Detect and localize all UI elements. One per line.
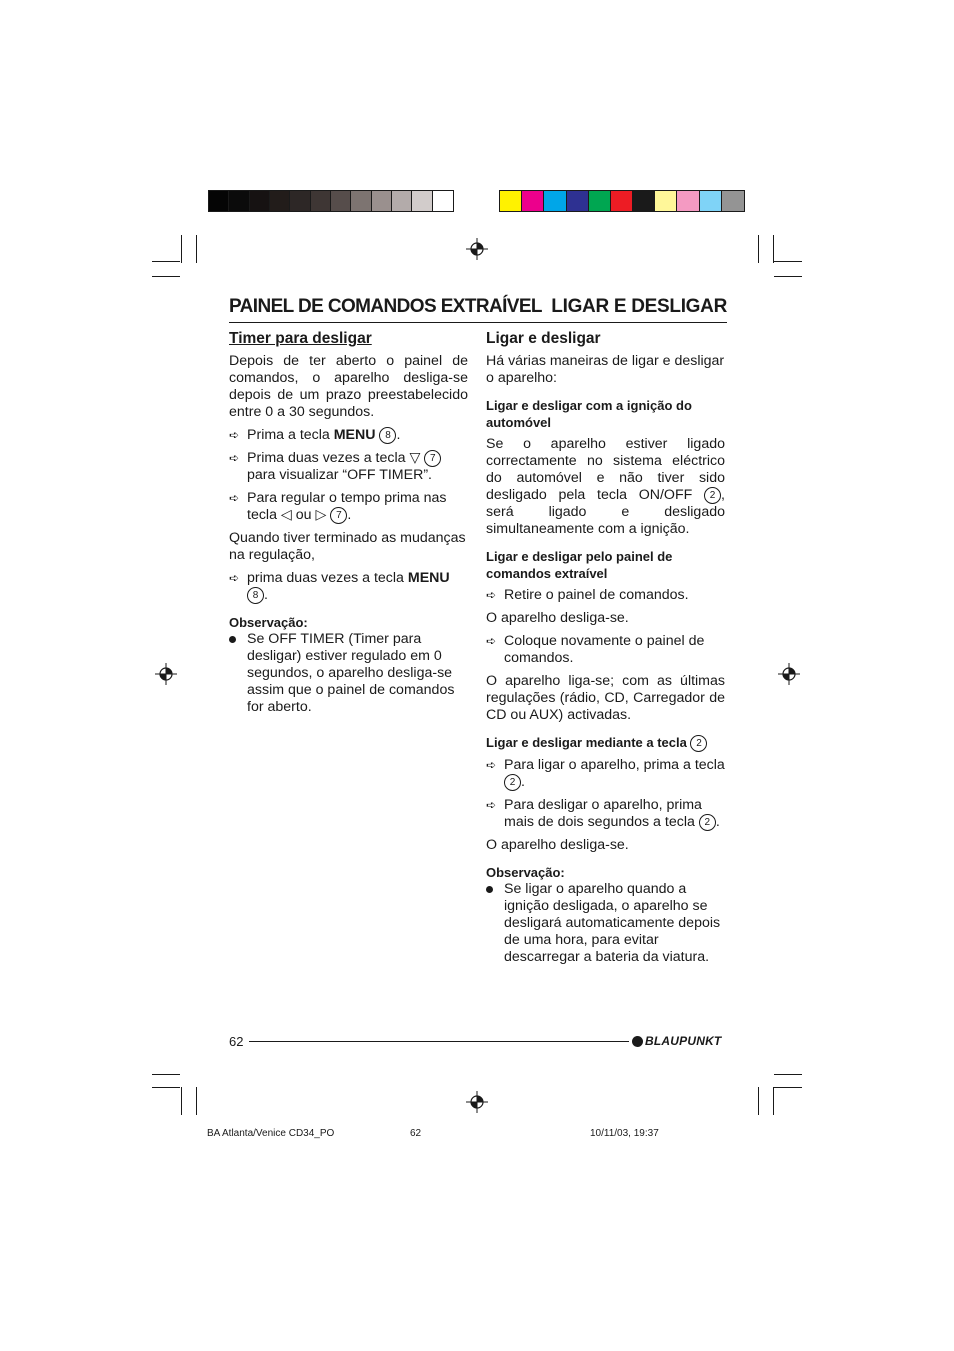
- grayscale-swatch: [229, 191, 249, 211]
- note-item: [229, 631, 468, 716]
- process-color-swatch: [722, 191, 744, 211]
- header-rule: [229, 322, 727, 323]
- subheading-panel: Ligar e desligar pelo painel de comandos extraível: [486, 549, 673, 581]
- process-color-swatch: [655, 191, 677, 211]
- process-color-swatch: [500, 191, 522, 211]
- result-text: O aparelho desliga-se.: [486, 837, 629, 853]
- footer-rule: [249, 1041, 629, 1042]
- step-arrow-icon: ➪: [486, 588, 497, 602]
- step-arrow-icon: ➪: [229, 451, 240, 465]
- grayscale-bar: [208, 190, 454, 212]
- menu-key-label: MENU: [407, 570, 450, 586]
- note-text: Se OFF TIMER (Timer para desligar) estiver regulado em 0 segundos, o aparelho desliga-se assim que o painel de comandos for aberto.: [247, 631, 455, 715]
- crop-mark: [773, 1087, 774, 1115]
- process-color-bar: [499, 190, 745, 212]
- crop-mark: [152, 1087, 180, 1088]
- note-item: [486, 881, 725, 966]
- crop-mark: [196, 235, 197, 263]
- key-number-icon: 2: [704, 487, 721, 504]
- step-arrow-icon: ➪: [486, 634, 497, 648]
- step-text: prima duas vezes a tecla: [247, 570, 408, 586]
- step-item: ➪ Para regular o tempo prima nas tecla ◁ ou ▷ 7 .: [229, 490, 447, 523]
- result-text: O aparelho desliga-se.: [486, 610, 629, 626]
- grayscale-swatch: [311, 191, 331, 211]
- key-number-icon: 2: [690, 735, 707, 752]
- step-item: ➪ prima duas vezes a tecla MENU 8 .: [229, 570, 450, 603]
- step-item: ➪ Para desligar o aparelho, prima mais de dois segundos a tecla 2 .: [486, 797, 720, 830]
- grayscale-swatch: [412, 191, 432, 211]
- process-color-swatch: [567, 191, 589, 211]
- subheading-ignition: Ligar e desligar com a ignição do automóvel: [486, 398, 692, 430]
- bullet-icon: [486, 886, 493, 893]
- timer-para: Quando tiver terminado as mudanças na regulação,: [229, 530, 466, 563]
- crop-mark: [758, 1087, 759, 1115]
- crop-mark: [152, 1074, 180, 1075]
- print-file: BA Atlanta/Venice CD34_PO: [207, 1128, 335, 1139]
- step-text: Retire o painel de comandos.: [504, 587, 689, 603]
- ignition-text: [486, 436, 725, 538]
- result-text: O aparelho liga-se; com as últimas regulações (rádio, CD, Carregador de CD ou AUX) activadas.: [486, 673, 725, 723]
- section-title-right: LIGAR E DESLIGAR: [551, 296, 727, 317]
- subheading-text: Ligar e desligar mediante a tecla: [486, 735, 687, 750]
- key-number-icon: 2: [699, 814, 716, 831]
- grayscale-swatch: [372, 191, 392, 211]
- key-number-icon: 8: [247, 587, 264, 604]
- step-text: Para ligar o aparelho, prima a tecla: [504, 757, 725, 773]
- crop-mark: [196, 1087, 197, 1115]
- crop-mark: [774, 276, 802, 277]
- step-text: Para desligar o aparelho, prima mais de dois segundos a tecla: [504, 797, 702, 830]
- grayscale-swatch: [209, 191, 229, 211]
- registration-mark-icon: [466, 238, 488, 260]
- grayscale-swatch: [331, 191, 351, 211]
- process-color-swatch: [700, 191, 722, 211]
- print-timestamp: 10/11/03, 19:37: [590, 1128, 659, 1139]
- paragraph-text: , será ligado e desligado simultaneamente com a ignição.: [486, 487, 725, 537]
- key-number-icon: 8: [379, 427, 396, 444]
- grayscale-swatch: [270, 191, 290, 211]
- step-text: Prima a tecla: [247, 427, 334, 443]
- crop-mark: [181, 1087, 182, 1115]
- key-number-icon: 7: [424, 450, 441, 467]
- process-color-swatch: [611, 191, 633, 211]
- grayscale-swatch: [290, 191, 310, 211]
- crop-mark: [774, 1074, 802, 1075]
- left-column: [229, 330, 468, 716]
- print-page: 62: [410, 1128, 422, 1139]
- crop-mark: [152, 261, 180, 262]
- crop-mark: [774, 261, 802, 262]
- step-item: [486, 587, 725, 604]
- brand-logo: [632, 1034, 721, 1048]
- grayscale-swatch: [250, 191, 270, 211]
- process-color-swatch: [677, 191, 699, 211]
- step-item: ➪ Prima a tecla MENU 8 .: [229, 427, 401, 443]
- note-label: Observação:: [229, 615, 308, 630]
- registration-mark-icon: [155, 663, 177, 685]
- logo-ball-icon: [632, 1036, 643, 1047]
- grayscale-swatch: [351, 191, 371, 211]
- grayscale-swatch: [433, 191, 453, 211]
- step-arrow-icon: ➪: [229, 571, 240, 585]
- bullet-icon: [229, 636, 236, 643]
- step-text: Para regular o tempo prima nas tecla ◁ ou ▷: [247, 490, 447, 523]
- crop-mark: [152, 276, 180, 277]
- process-color-swatch: [522, 191, 544, 211]
- crop-mark: [773, 235, 774, 263]
- step-arrow-icon: ➪: [486, 798, 497, 812]
- grayscale-swatch: [392, 191, 412, 211]
- subheading-key: [486, 734, 725, 752]
- crop-mark: [181, 235, 182, 263]
- step-arrow-icon: ➪: [229, 491, 240, 505]
- step-item: [486, 633, 725, 667]
- menu-key-label: MENU: [333, 427, 376, 443]
- step-arrow-icon: ➪: [229, 428, 240, 442]
- step-item: [229, 450, 468, 484]
- process-color-swatch: [544, 191, 566, 211]
- registration-mark-icon: [778, 663, 800, 685]
- process-color-swatch: [633, 191, 655, 211]
- section-title-left: PAINEL DE COMANDOS EXTRAÍVEL: [229, 296, 542, 317]
- step-item: ➪ Para ligar o aparelho, prima a tecla 2 .: [486, 757, 725, 790]
- timer-intro: Depois de ter aberto o painel de comandos, o aparelho desliga-se depois de um prazo preestabelecido entre 0 a 30 segundos.: [229, 353, 468, 420]
- note-label: Observação:: [486, 865, 565, 880]
- right-column: [486, 330, 725, 966]
- registration-mark-icon: [466, 1091, 488, 1113]
- page-number: 62: [229, 1034, 244, 1049]
- step-arrow-icon: ➪: [486, 758, 497, 772]
- brand-name: BLAUPUNKT: [645, 1034, 722, 1048]
- process-color-swatch: [589, 191, 611, 211]
- timer-heading: Timer para desligar: [229, 330, 372, 347]
- power-heading: Ligar e desligar: [486, 330, 601, 347]
- note-text: Se ligar o aparelho quando a ignição desligada, o aparelho se desligará automaticamente depois de uma hora, para evitar descarregar a bateria da viatura.: [504, 881, 721, 965]
- key-number-icon: 7: [330, 507, 347, 524]
- step-text: Coloque novamente o painel de comandos.: [504, 633, 705, 666]
- step-text: Prima duas vezes a tecla ▽: [247, 450, 421, 466]
- paragraph-text: Se o aparelho estiver ligado correctamente no sistema eléctrico do automóvel e não tiver sido desligado pela tecla ON/OFF: [486, 436, 725, 503]
- crop-mark: [774, 1087, 802, 1088]
- crop-mark: [758, 235, 759, 263]
- step-text: para visualizar “OFF TIMER”.: [247, 467, 432, 483]
- power-intro: Há várias maneiras de ligar e desligar o aparelho:: [486, 353, 725, 386]
- key-number-icon: 2: [504, 774, 521, 791]
